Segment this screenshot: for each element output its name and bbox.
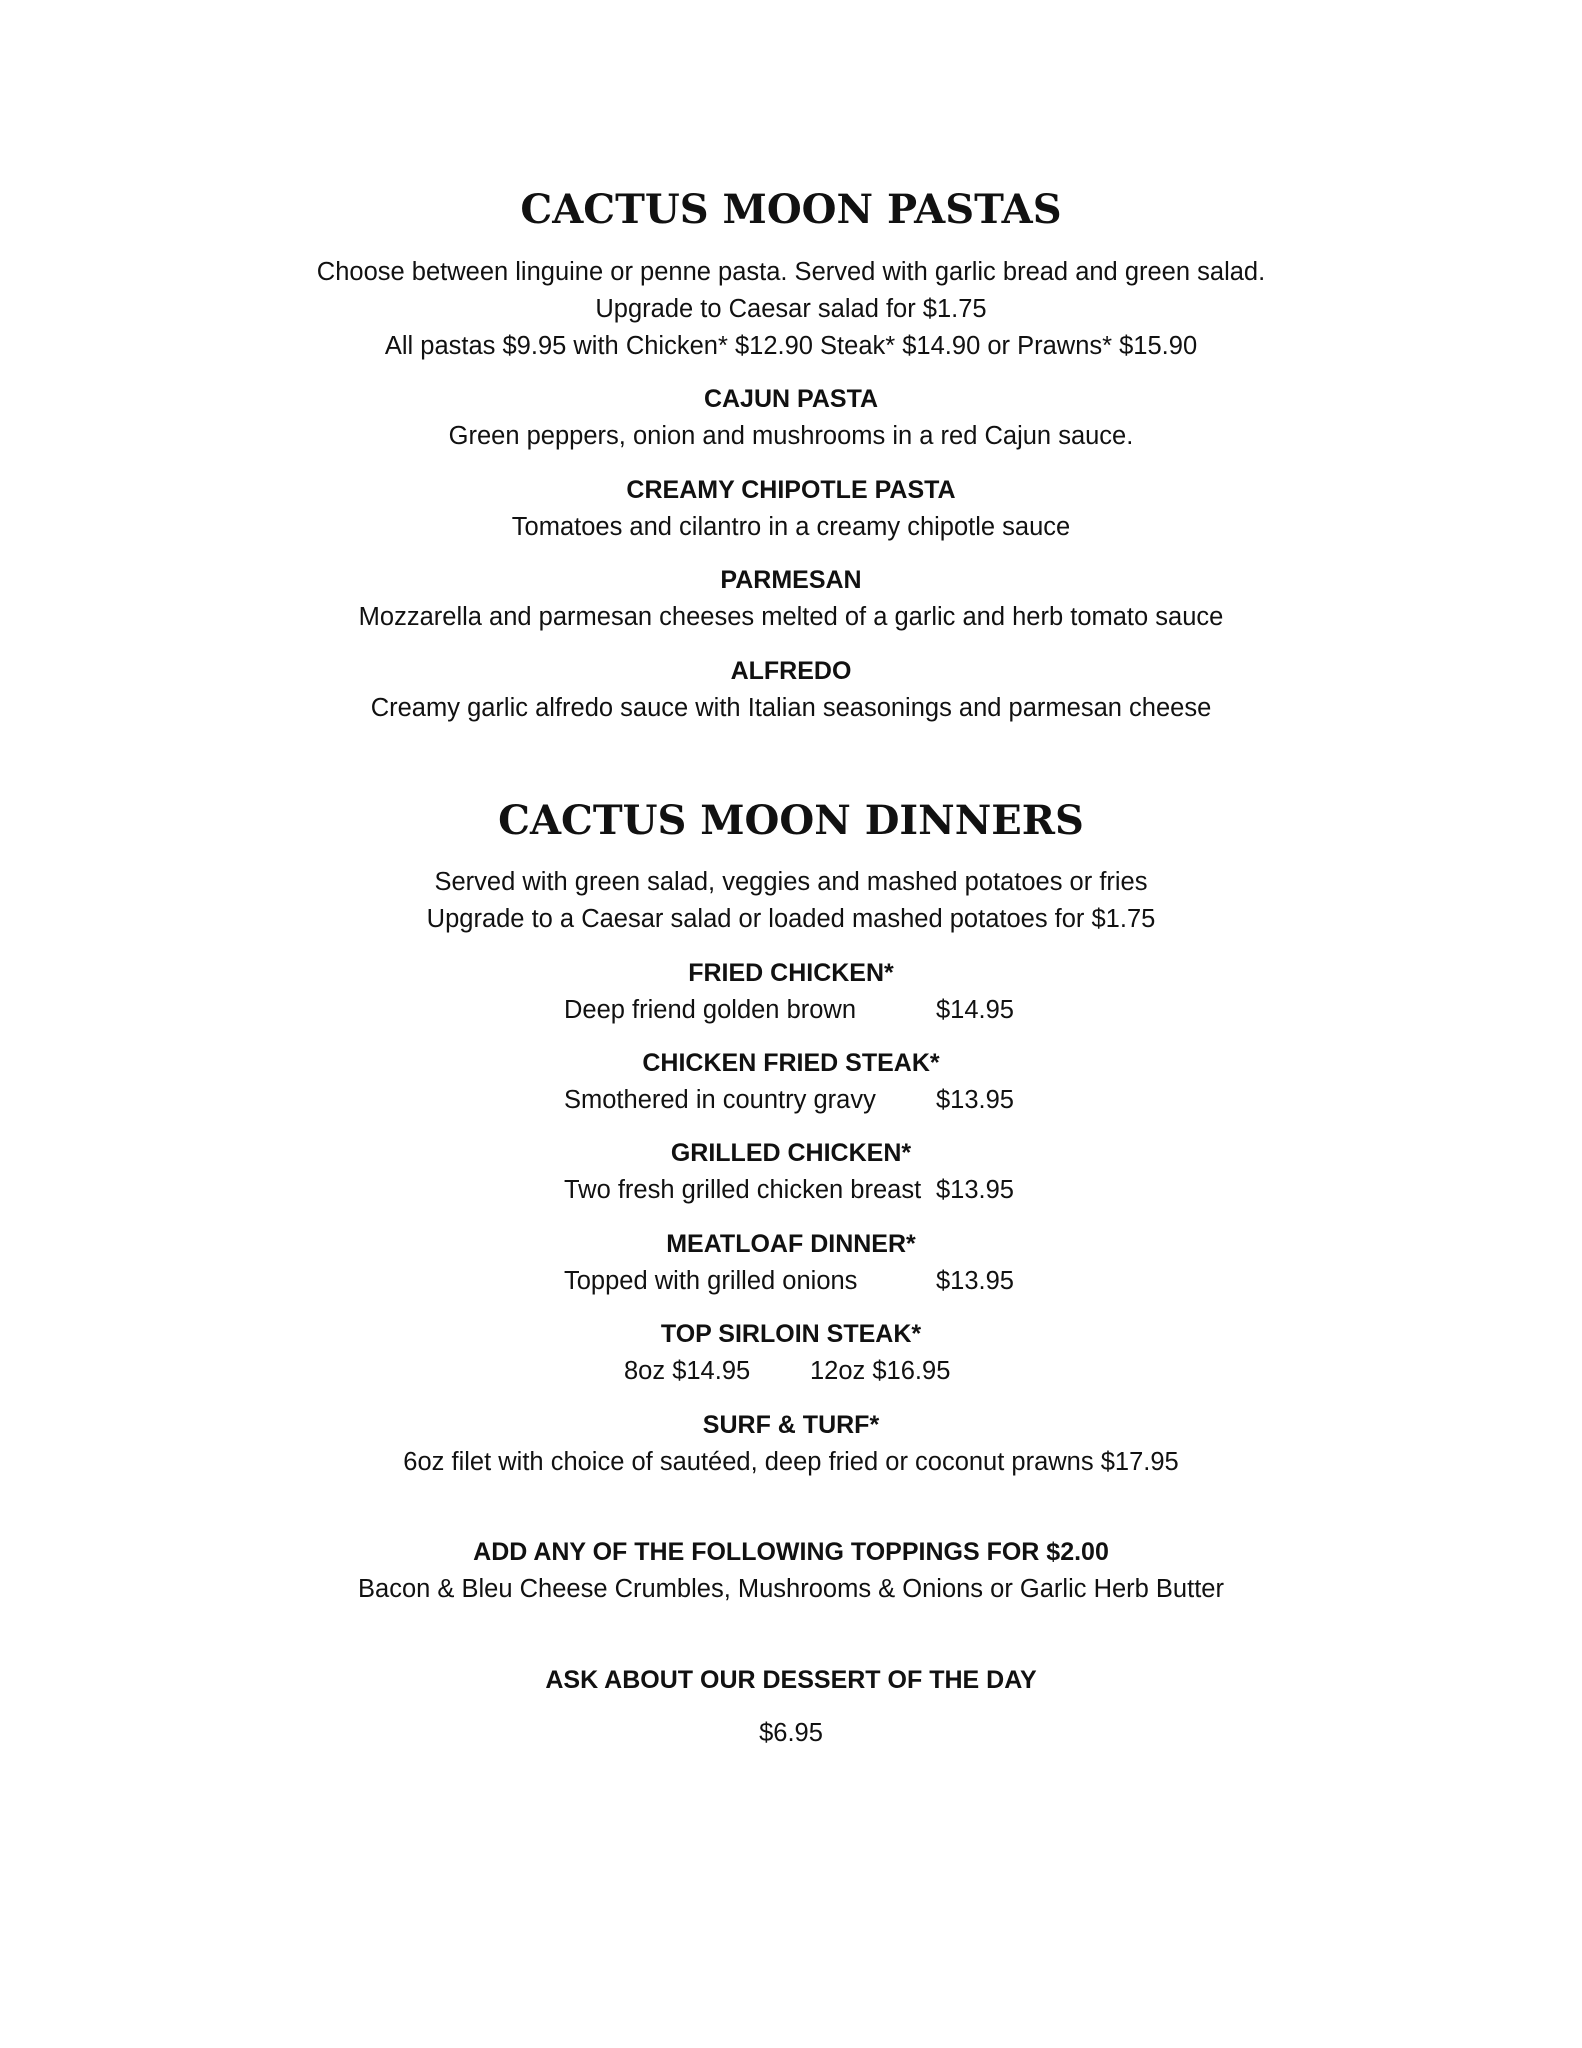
dinner-item-name: CHICKEN FRIED STEAK*: [642, 1049, 940, 1077]
dessert-price: $6.95: [759, 1719, 823, 1747]
pasta-item-desc: Tomatoes and cilantro in a creamy chipotle sauce: [511, 513, 1071, 541]
toppings-heading: ADD ANY OF THE FOLLOWING TOPPINGS FOR $2.00: [473, 1538, 1109, 1566]
pasta-item-name: CAJUN PASTA: [703, 385, 879, 413]
pastas-title: CACTUS MOON PASTAS: [520, 186, 1062, 233]
pasta-item-name: CREAMY CHIPOTLE PASTA: [626, 476, 956, 504]
pasta-item-desc: Green peppers, onion and mushrooms in a red Cajun sauce.: [448, 422, 1134, 450]
dinner-item-price: $13.95: [936, 1176, 1014, 1204]
pasta-item-name: PARMESAN: [720, 566, 862, 594]
dinners-intro-line: Served with green salad, veggies and mashed potatoes or fries: [434, 868, 1148, 896]
toppings-desc: Bacon & Bleu Cheese Crumbles, Mushrooms & Onions or Garlic Herb Butter: [358, 1575, 1224, 1603]
pastas-intro-line: Choose between linguine or penne pasta. Served with garlic bread and green salad.: [316, 258, 1266, 286]
dinner-item-name: MEATLOAF DINNER*: [666, 1230, 916, 1258]
dinner-item-desc: Smothered in country gravy: [564, 1086, 876, 1114]
sirloin-option-8oz: 8oz $14.95: [624, 1357, 751, 1385]
pastas-intro-line: All pastas $9.95 with Chicken* $12.90 Steak* $14.90 or Prawns* $15.90: [384, 332, 1198, 360]
dinners-intro-line: Upgrade to a Caesar salad or loaded mashed potatoes for $1.75: [426, 905, 1156, 933]
dinners-title: CACTUS MOON DINNERS: [498, 797, 1084, 844]
dinner-item-desc: Topped with grilled onions: [564, 1267, 858, 1295]
dinner-item-price: $13.95: [936, 1267, 1014, 1295]
dinner-item-price: $13.95: [936, 1086, 1014, 1114]
pasta-item-name: ALFREDO: [730, 657, 852, 685]
pasta-item-desc: Creamy garlic alfredo sauce with Italian seasonings and parmesan cheese: [370, 694, 1212, 722]
dinner-item-price: $14.95: [936, 996, 1014, 1024]
surf-turf-desc: 6oz filet with choice of sautéed, deep fried or coconut prawns $17.95: [403, 1448, 1179, 1476]
pastas-intro-line: Upgrade to Caesar salad for $1.75: [595, 295, 987, 323]
dinner-item-name: FRIED CHICKEN*: [688, 959, 894, 987]
dessert-heading: ASK ABOUT OUR DESSERT OF THE DAY: [545, 1666, 1037, 1694]
dinner-item-desc: Two fresh grilled chicken breast: [564, 1176, 922, 1204]
dinner-item-desc: Deep friend golden brown: [564, 996, 857, 1024]
dinner-item-name: GRILLED CHICKEN*: [670, 1139, 912, 1167]
sirloin-option-12oz: 12oz $16.95: [810, 1357, 951, 1385]
pasta-item-desc: Mozzarella and parmesan cheeses melted of a garlic and herb tomato sauce: [358, 603, 1224, 631]
sirloin-name: TOP SIRLOIN STEAK*: [660, 1320, 922, 1348]
surf-turf-name: SURF & TURF*: [702, 1411, 880, 1439]
